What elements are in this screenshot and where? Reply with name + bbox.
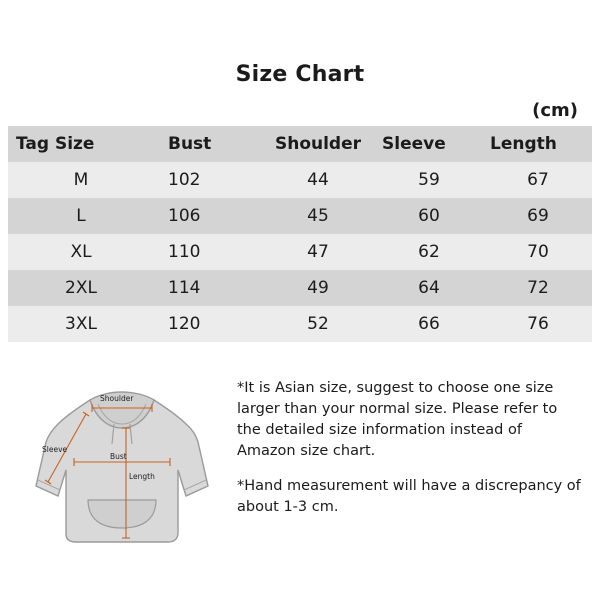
table-row xyxy=(8,270,592,306)
label-shoulder: Shoulder xyxy=(100,394,134,403)
cell-length: 72 xyxy=(484,270,592,306)
hoodie-garment-shape xyxy=(36,392,208,542)
column-header-bust: Bust xyxy=(154,126,262,162)
cell-bust: 110 xyxy=(154,234,262,270)
cell-tag-size: M xyxy=(8,162,154,198)
cell-shoulder: 49 xyxy=(262,270,374,306)
cell-bust: 106 xyxy=(154,198,262,234)
column-header-shoulder: Shoulder xyxy=(262,126,374,162)
cell-tag-size: XL xyxy=(8,234,154,270)
note-measurement-discrepancy: *Hand measurement will have a discrepancy of about 1-3 cm. xyxy=(237,478,581,516)
cell-bust: 102 xyxy=(154,162,262,198)
cell-sleeve: 64 xyxy=(374,270,484,306)
cell-tag-size: 3XL xyxy=(8,306,154,342)
label-length: Length xyxy=(129,472,155,481)
cell-shoulder: 44 xyxy=(262,162,374,198)
label-bust: Bust xyxy=(110,452,127,461)
page-title: Size Chart xyxy=(235,62,365,87)
cell-sleeve: 60 xyxy=(374,198,484,234)
table-header-row xyxy=(8,126,592,162)
cell-length: 69 xyxy=(484,198,592,234)
cell-shoulder: 47 xyxy=(262,234,374,270)
cell-bust: 120 xyxy=(154,306,262,342)
hoodie-measurement-diagram xyxy=(22,374,222,554)
column-header-length: Length xyxy=(484,126,592,162)
table-row xyxy=(8,198,592,234)
cell-length: 67 xyxy=(484,162,592,198)
label-sleeve: Sleeve xyxy=(42,445,68,454)
cell-length: 76 xyxy=(484,306,592,342)
cell-sleeve: 62 xyxy=(374,234,484,270)
table-row xyxy=(8,162,592,198)
column-header-sleeve: Sleeve xyxy=(374,126,484,162)
note-asian-size: *It is Asian size, suggest to choose one size larger than your normal size. Please refer to the detailed size information instead of Amazon size chart. xyxy=(237,380,558,460)
cell-sleeve: 66 xyxy=(374,306,484,342)
cell-tag-size: 2XL xyxy=(8,270,154,306)
table-row xyxy=(8,234,592,270)
cell-bust: 114 xyxy=(154,270,262,306)
cell-shoulder: 45 xyxy=(262,198,374,234)
cell-tag-size: L xyxy=(8,198,154,234)
unit-label: (cm) xyxy=(532,100,578,121)
cell-length: 70 xyxy=(484,234,592,270)
column-header-tag-size: Tag Size xyxy=(8,126,154,162)
size-chart-table xyxy=(8,126,592,342)
cell-sleeve: 59 xyxy=(374,162,484,198)
notes-block xyxy=(237,378,585,532)
table-row xyxy=(8,306,592,342)
cell-shoulder: 52 xyxy=(262,306,374,342)
